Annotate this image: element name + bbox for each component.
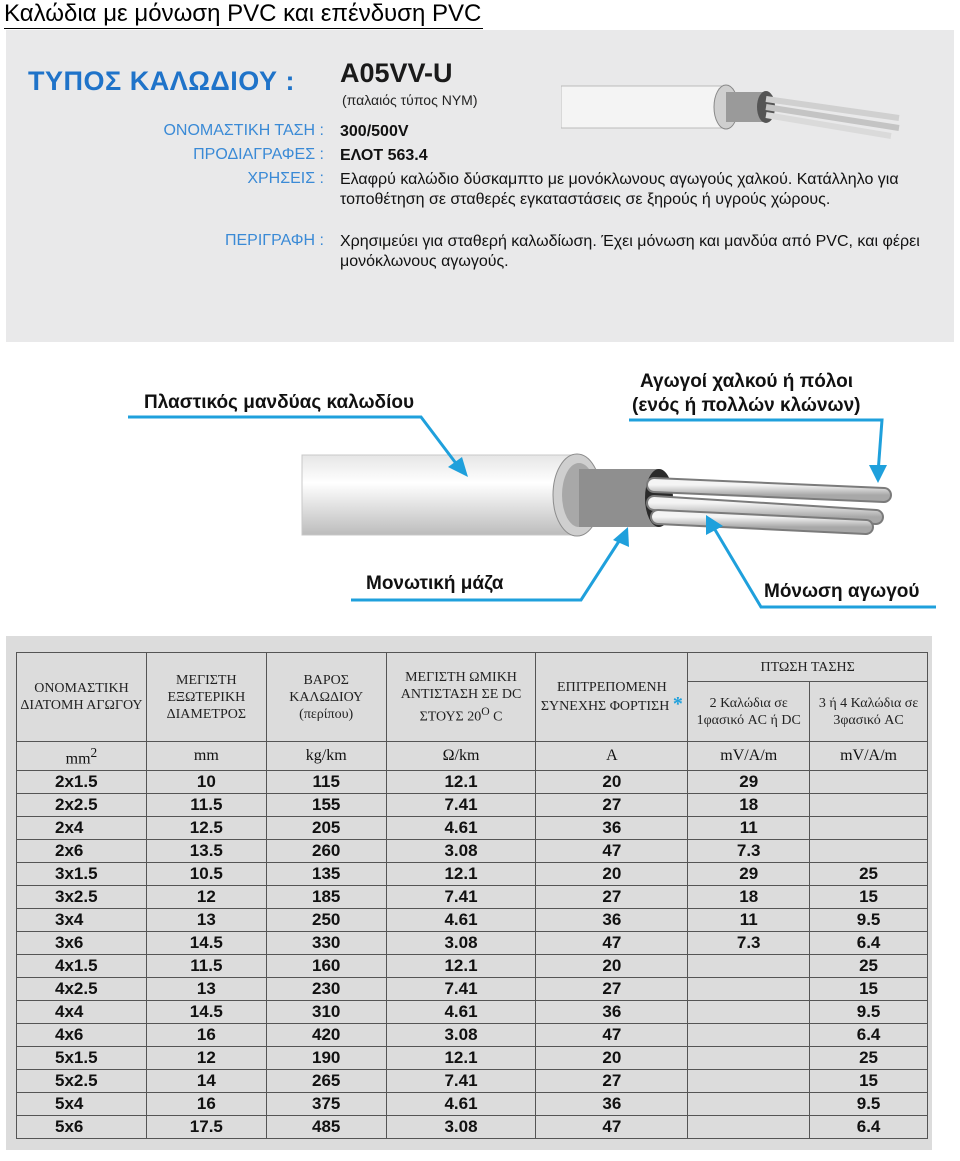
table-cell: 27 bbox=[536, 978, 688, 1001]
table-cell bbox=[688, 1093, 810, 1116]
table-cell: 20 bbox=[536, 955, 688, 978]
table-cell: 11 bbox=[688, 909, 810, 932]
table-cell: 29 bbox=[688, 771, 810, 794]
table-cell: 14 bbox=[146, 1070, 266, 1093]
table-cell: 5x2.5 bbox=[17, 1070, 147, 1093]
table-cell: 185 bbox=[266, 886, 386, 909]
table-cell: 4x2.5 bbox=[17, 978, 147, 1001]
page-title: Καλώδια με μόνωση PVC και επένδυση PVC bbox=[4, 0, 482, 27]
table-cell bbox=[688, 955, 810, 978]
table-cell bbox=[810, 840, 928, 863]
table-cell: 12.1 bbox=[386, 771, 536, 794]
table-row bbox=[17, 932, 928, 955]
table-cell: 2x1.5 bbox=[17, 771, 147, 794]
table-cell: 190 bbox=[266, 1047, 386, 1070]
table-cell bbox=[688, 978, 810, 1001]
table-cell: 13 bbox=[146, 978, 266, 1001]
header-drop-1phase: 2 Καλώδια σε 1φασικό AC ή DC bbox=[688, 682, 810, 742]
unit-superscript: 2 bbox=[90, 745, 98, 760]
table-row bbox=[17, 771, 928, 794]
unit-cell: kg/km bbox=[266, 742, 386, 771]
header-resistance-degree: O bbox=[481, 704, 490, 718]
table-cell: 135 bbox=[266, 863, 386, 886]
table-cell: 13 bbox=[146, 909, 266, 932]
unit-text: mm bbox=[65, 750, 91, 768]
table-cell: 27 bbox=[536, 1070, 688, 1093]
table-row bbox=[17, 909, 928, 932]
table-cell: 12.1 bbox=[386, 863, 536, 886]
callout-sheath: Πλαστικός μανδύας καλωδίου bbox=[144, 392, 415, 413]
table-row bbox=[17, 863, 928, 886]
table-cell: 16 bbox=[146, 1093, 266, 1116]
table-row bbox=[17, 1047, 928, 1070]
callout-filler: Μονωτική μάζα bbox=[366, 573, 504, 594]
spec-value-description: Χρησιμεύει για σταθερή καλωδίωση. Έχει μόνωση και μανδύα από PVC, και φέρει μονόκλωνους αγωγούς. bbox=[340, 233, 920, 270]
table-cell: 10.5 bbox=[146, 863, 266, 886]
unit-cell: mm bbox=[146, 742, 266, 771]
table-cell: 4.61 bbox=[386, 909, 536, 932]
table-cell: 4.61 bbox=[386, 1093, 536, 1116]
table-cell: 14.5 bbox=[146, 1001, 266, 1024]
table-cell: 9.5 bbox=[810, 1001, 928, 1024]
table-cell: 47 bbox=[536, 840, 688, 863]
header-weight-text: ΒΑΡΟΣ ΚΑΛΩΔΙΟΥ bbox=[289, 672, 364, 705]
cable-table bbox=[16, 652, 928, 1139]
header-current bbox=[536, 653, 688, 742]
table-cell bbox=[688, 1047, 810, 1070]
table-cell: 20 bbox=[536, 863, 688, 886]
spec-value-voltage: 300/500V bbox=[340, 123, 409, 140]
table-cell: 7.41 bbox=[386, 794, 536, 817]
unit-cell: Ω/km bbox=[386, 742, 536, 771]
table-cell: 3x6 bbox=[17, 932, 147, 955]
table-row bbox=[17, 1093, 928, 1116]
table-cell: 4x1.5 bbox=[17, 955, 147, 978]
table-cell: 330 bbox=[266, 932, 386, 955]
table-cell: 115 bbox=[266, 771, 386, 794]
table-cell bbox=[688, 1116, 810, 1139]
table-cell: 3x2.5 bbox=[17, 886, 147, 909]
table-cell: 15 bbox=[810, 1070, 928, 1093]
table-cell: 420 bbox=[266, 1024, 386, 1047]
table-row bbox=[17, 817, 928, 840]
table-cell bbox=[688, 1001, 810, 1024]
table-cell: 2x6 bbox=[17, 840, 147, 863]
spec-label-description: ΠΕΡΙΓΡΑΦΗ : bbox=[224, 232, 324, 249]
header-section: ΟΝΟΜΑΣΤΙΚΗ ΔΙΑΤΟΜΗ ΑΓΩΓΟΥ bbox=[17, 653, 147, 742]
table-row bbox=[17, 1001, 928, 1024]
table-cell: 27 bbox=[536, 886, 688, 909]
header-current-text: ΕΠΙΤΡΕΠΟΜΕΝΗ ΣΥΝΕΧΗΣ ΦΟΡΤΙΣΗ bbox=[540, 680, 670, 714]
table-cell: 3x1.5 bbox=[17, 863, 147, 886]
callout-conductors-line1: Αγωγοί χαλκού ή πόλοι bbox=[640, 371, 854, 392]
table-cell: 11.5 bbox=[146, 955, 266, 978]
table-cell: 12.1 bbox=[386, 955, 536, 978]
table-cell: 4.61 bbox=[386, 817, 536, 840]
type-value: A05VV-U bbox=[340, 58, 453, 88]
table-cell: 250 bbox=[266, 909, 386, 932]
unit-cell bbox=[17, 742, 147, 771]
table-cell: 5x6 bbox=[17, 1116, 147, 1139]
table-cell: 36 bbox=[536, 817, 688, 840]
table-row bbox=[17, 794, 928, 817]
table-cell: 25 bbox=[810, 955, 928, 978]
header-weight-note: (περίπου) bbox=[299, 706, 354, 722]
table-cell: 12 bbox=[146, 886, 266, 909]
table-cell: 2x2.5 bbox=[17, 794, 147, 817]
cable-table-panel bbox=[6, 636, 932, 1150]
callout-insulation: Μόνωση αγωγού bbox=[764, 581, 920, 602]
header-resistance-unit: C bbox=[489, 709, 503, 725]
table-cell: 485 bbox=[266, 1116, 386, 1139]
spec-value-uses: Ελαφρύ καλώδιο δύσκαμπτο με μονόκλωνους αγωγούς χαλκού. Κατάλληλο για τοποθέτηση σε σταθερές εγκαταστάσεις σε ξηρούς ή υγρούς χώρους. bbox=[340, 171, 899, 208]
table-cell: 47 bbox=[536, 932, 688, 955]
table-cell: 27 bbox=[536, 794, 688, 817]
table-cell: 12 bbox=[146, 1047, 266, 1070]
table-cell: 7.41 bbox=[386, 978, 536, 1001]
table-cell: 25 bbox=[810, 1047, 928, 1070]
spec-label-uses: ΧΡΗΣΕΙΣ : bbox=[247, 170, 324, 187]
table-cell: 13.5 bbox=[146, 840, 266, 863]
table-cell: 15 bbox=[810, 886, 928, 909]
header-diameter: ΜΕΓΙΣΤΗ ΕΞΩΤΕΡΙΚΗ ΔΙΑΜΕΤΡΟΣ bbox=[146, 653, 266, 742]
spec-panel bbox=[6, 30, 954, 342]
type-label: ΤΥΠΟΣ ΚΑΛΩΔΙΟΥ : bbox=[28, 66, 296, 96]
table-cell: 6.4 bbox=[810, 1116, 928, 1139]
table-cell: 18 bbox=[688, 794, 810, 817]
table-cell: 11.5 bbox=[146, 794, 266, 817]
table-cell: 4x4 bbox=[17, 1001, 147, 1024]
table-cell bbox=[810, 817, 928, 840]
table-cell: 3.08 bbox=[386, 840, 536, 863]
table-cell bbox=[688, 1070, 810, 1093]
spec-value-standards: ΕΛΟΤ 563.4 bbox=[340, 147, 428, 164]
unit-cell: mV/A/m bbox=[688, 742, 810, 771]
table-cell: 47 bbox=[536, 1024, 688, 1047]
table-cell: 375 bbox=[266, 1093, 386, 1116]
table-cell: 12.1 bbox=[386, 1047, 536, 1070]
units-row bbox=[17, 742, 928, 771]
table-cell: 2x4 bbox=[17, 817, 147, 840]
table-cell: 6.4 bbox=[810, 1024, 928, 1047]
table-cell: 11 bbox=[688, 817, 810, 840]
table-cell: 29 bbox=[688, 863, 810, 886]
spec-label-standards: ΠΡΟΔΙΑΓΡΑΦΕΣ : bbox=[193, 146, 324, 163]
table-row bbox=[17, 1116, 928, 1139]
table-cell: 3x4 bbox=[17, 909, 147, 932]
unit-cell: A bbox=[536, 742, 688, 771]
table-cell: 260 bbox=[266, 840, 386, 863]
type-note: (παλαιός τύπος NYM) bbox=[342, 92, 478, 108]
header-current-star: * bbox=[672, 693, 683, 715]
table-cell: 5x4 bbox=[17, 1093, 147, 1116]
table-cell: 3.08 bbox=[386, 932, 536, 955]
table-row bbox=[17, 886, 928, 909]
table-cell bbox=[810, 771, 928, 794]
table-cell: 15 bbox=[810, 978, 928, 1001]
header-weight bbox=[266, 653, 386, 742]
table-body bbox=[17, 742, 928, 1139]
table-cell: 7.41 bbox=[386, 1070, 536, 1093]
table-cell: 18 bbox=[688, 886, 810, 909]
table-cell: 47 bbox=[536, 1116, 688, 1139]
callout-conductors-line2: (ενός ή πολλών κλώνων) bbox=[632, 395, 861, 416]
table-cell: 155 bbox=[266, 794, 386, 817]
table-row bbox=[17, 978, 928, 1001]
table-cell: 12.5 bbox=[146, 817, 266, 840]
table-row bbox=[17, 955, 928, 978]
table-cell: 7.41 bbox=[386, 886, 536, 909]
header-resistance-text: ΜΕΓΙΣΤΗ ΩΜΙΚΗ ΑΝΤΙΣΤΑΣΗ ΣΕ DC ΣΤΟΥΣ 20 bbox=[400, 669, 522, 725]
table-cell: 9.5 bbox=[810, 909, 928, 932]
table-cell: 17.5 bbox=[146, 1116, 266, 1139]
table-cell: 7.3 bbox=[688, 932, 810, 955]
table-cell: 25 bbox=[810, 863, 928, 886]
table-cell: 36 bbox=[536, 909, 688, 932]
table-cell: 14.5 bbox=[146, 932, 266, 955]
table-cell: 36 bbox=[536, 1093, 688, 1116]
table-cell: 3.08 bbox=[386, 1024, 536, 1047]
table-cell: 4x6 bbox=[17, 1024, 147, 1047]
table-row bbox=[17, 1070, 928, 1093]
header-drop-3phase: 3 ή 4 Καλώδια σε 3φασικό AC bbox=[810, 682, 928, 742]
table-cell: 6.4 bbox=[810, 932, 928, 955]
table-cell: 310 bbox=[266, 1001, 386, 1024]
table-cell: 36 bbox=[536, 1001, 688, 1024]
header-resistance bbox=[386, 653, 536, 742]
table-cell: 4.61 bbox=[386, 1001, 536, 1024]
table-cell: 265 bbox=[266, 1070, 386, 1093]
spec-label-voltage: ΟΝΟΜΑΣΤΙΚΗ ΤΑΣΗ : bbox=[163, 122, 324, 139]
table-row bbox=[17, 1024, 928, 1047]
table-cell bbox=[810, 794, 928, 817]
table-cell: 205 bbox=[266, 817, 386, 840]
table-cell: 9.5 bbox=[810, 1093, 928, 1116]
table-cell: 5x1.5 bbox=[17, 1047, 147, 1070]
table-cell: 7.3 bbox=[688, 840, 810, 863]
table-cell: 230 bbox=[266, 978, 386, 1001]
table-row bbox=[17, 840, 928, 863]
table-cell: 3.08 bbox=[386, 1116, 536, 1139]
table-cell: 20 bbox=[536, 1047, 688, 1070]
table-cell: 20 bbox=[536, 771, 688, 794]
table-cell: 10 bbox=[146, 771, 266, 794]
header-voltage-drop: ΠΤΩΣΗ ΤΑΣΗΣ bbox=[688, 653, 928, 682]
cable-diagram bbox=[6, 345, 954, 620]
unit-cell: mV/A/m bbox=[810, 742, 928, 771]
table-cell bbox=[688, 1024, 810, 1047]
table-cell: 160 bbox=[266, 955, 386, 978]
table-cell: 16 bbox=[146, 1024, 266, 1047]
